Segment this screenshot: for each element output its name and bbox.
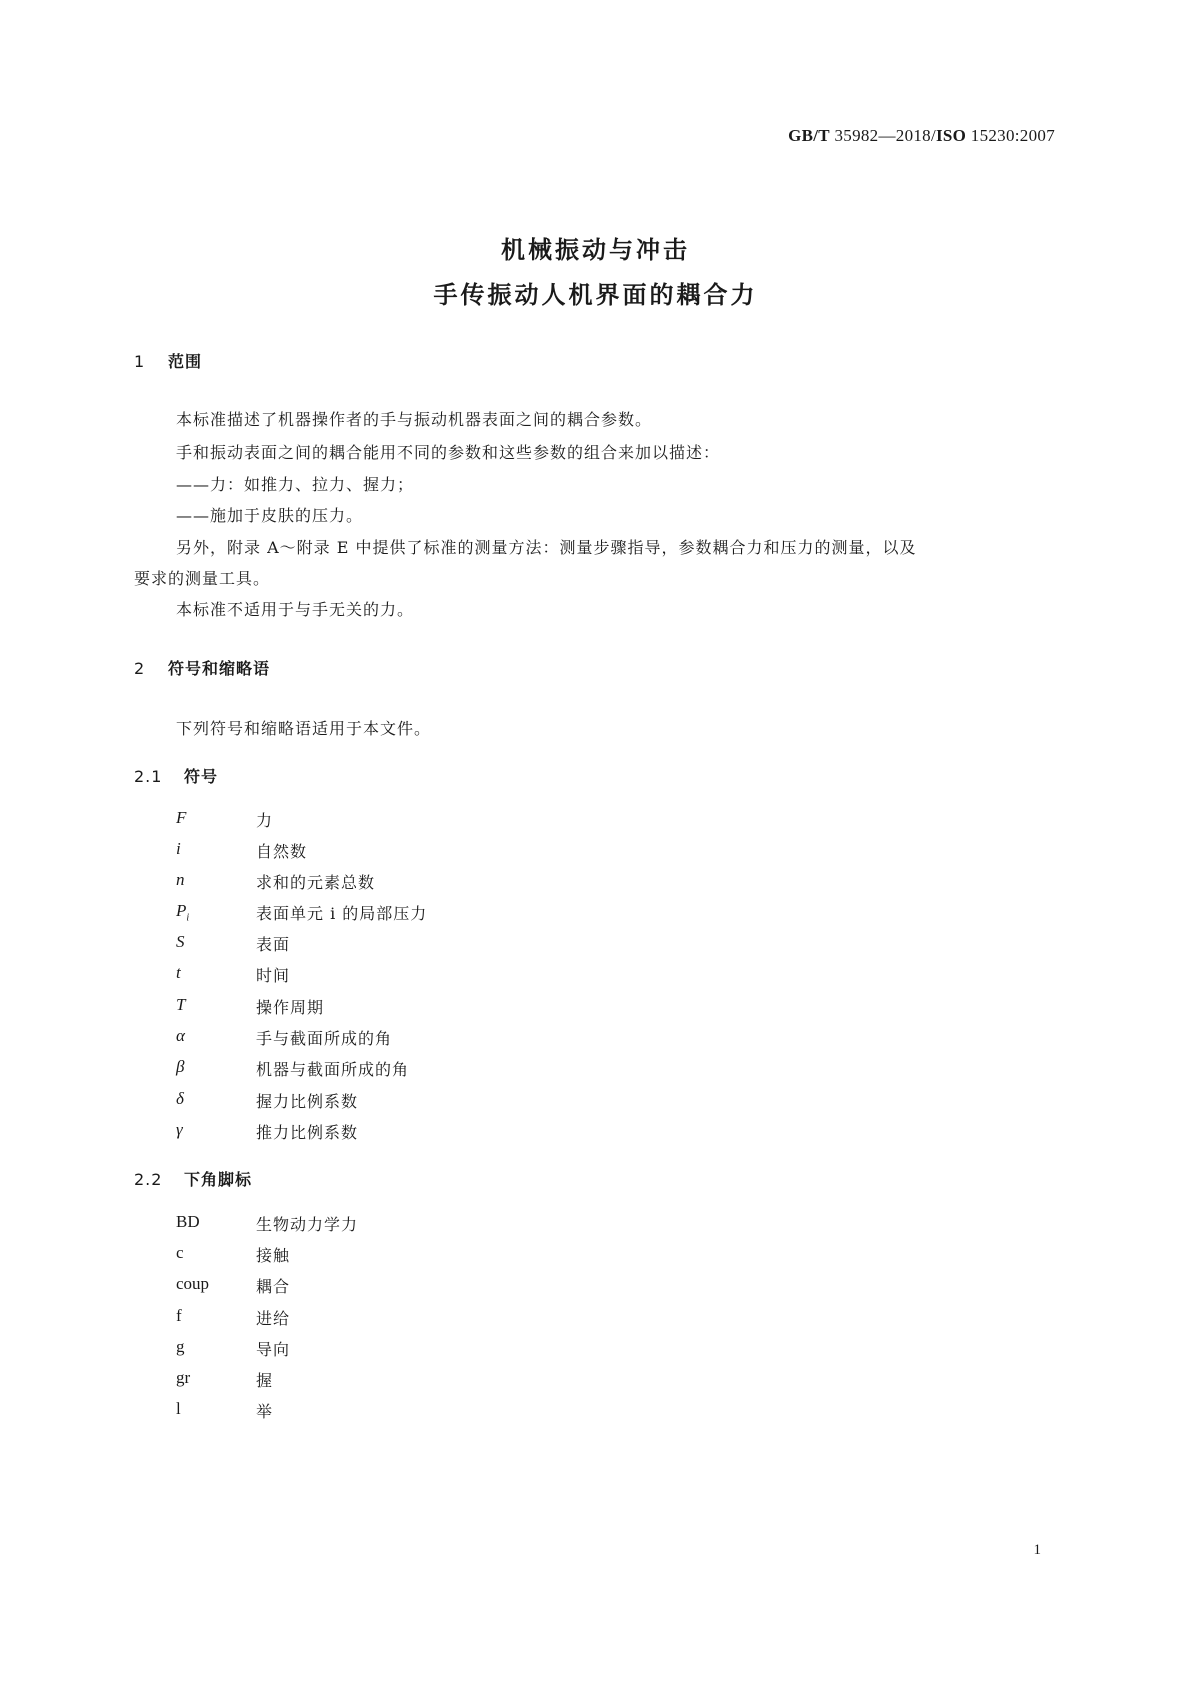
- subscript: g: [176, 1337, 185, 1356]
- subscript-description: 接触: [256, 1246, 291, 1265]
- symbol: T: [176, 995, 186, 1014]
- symbol-description: 力: [256, 811, 274, 830]
- subscript-description: 举: [256, 1402, 274, 1421]
- subscript-description: 生物动力学力: [256, 1215, 359, 1234]
- symbol: S: [176, 932, 185, 951]
- subsection-heading-symbols: [134, 764, 218, 787]
- subsection-number: 2.2: [134, 1170, 163, 1189]
- section-title: 符号和缩略语: [168, 659, 271, 678]
- symbol-description: 机器与截面所成的角: [256, 1060, 410, 1079]
- symbol: n: [176, 870, 185, 889]
- subscript-description: 握: [256, 1371, 274, 1390]
- subscript: c: [176, 1243, 184, 1262]
- subscript: l: [176, 1399, 181, 1418]
- subsection-number: 2.1: [134, 767, 163, 786]
- paragraph-continuation: 要求的测量工具。: [134, 569, 271, 588]
- page-number: 1: [1033, 1542, 1041, 1558]
- symbol-description: 表面: [256, 935, 291, 954]
- symbol-base: P: [176, 901, 187, 920]
- symbol: i: [176, 839, 181, 858]
- section-number: 1: [134, 352, 146, 371]
- subscript: BD: [176, 1212, 200, 1231]
- symbol: [176, 901, 189, 923]
- paragraph: 下列符号和缩略语适用于本文件。: [176, 719, 432, 738]
- subscript: coup: [176, 1274, 210, 1293]
- iso-number: 15230:2007: [966, 126, 1055, 145]
- subscript-description: 导向: [256, 1340, 291, 1359]
- standard-number: 35982—2018/: [829, 126, 937, 145]
- subsection-title: 下角脚标: [184, 1170, 253, 1189]
- list-item: ——施加于皮肤的压力。: [176, 506, 364, 525]
- symbol-description: 表面单元 i 的局部压力: [256, 904, 428, 923]
- symbol: δ: [176, 1089, 184, 1108]
- subscript: f: [176, 1306, 182, 1325]
- paragraph: 手和振动表面之间的耦合能用不同的参数和这些参数的组合来加以描述：: [176, 443, 721, 462]
- symbol-description: 握力比例系数: [256, 1092, 359, 1111]
- paragraph: 另外，附录 A～附录 E 中提供了标准的测量方法：测量步骤指导，参数耦合力和压力的测量，以及: [176, 538, 917, 557]
- symbol: γ: [176, 1120, 183, 1139]
- symbol: β: [176, 1057, 185, 1076]
- iso-prefix: ISO: [936, 126, 967, 145]
- section-heading-scope: [134, 349, 202, 372]
- subscript-description: 耦合: [256, 1277, 291, 1296]
- document-title-line1: 机械振动与冲击: [501, 236, 690, 264]
- standard-prefix: GB/T: [788, 126, 830, 145]
- symbol: t: [176, 963, 181, 982]
- list-item: ——力：如推力、拉力、握力；: [176, 475, 415, 494]
- section-number: 2: [134, 659, 146, 678]
- symbol: α: [176, 1026, 185, 1045]
- symbol: F: [176, 808, 187, 827]
- subscript: gr: [176, 1368, 191, 1387]
- paragraph: 本标准描述了机器操作者的手与振动机器表面之间的耦合参数。: [176, 410, 653, 429]
- symbol-description: 手与截面所成的角: [256, 1029, 393, 1048]
- symbol-description: 时间: [256, 966, 291, 985]
- symbol-description: 推力比例系数: [256, 1123, 359, 1142]
- section-heading-symbols: [134, 656, 270, 679]
- document-title-line2: 手传振动人机界面的耦合力: [433, 281, 758, 309]
- subsection-title: 符号: [184, 767, 219, 786]
- standard-code: [788, 126, 1055, 146]
- subsection-heading-subscripts: [134, 1167, 252, 1190]
- symbol-subscript: i: [186, 912, 190, 924]
- symbol-description: 操作周期: [256, 998, 325, 1017]
- symbol-description: 自然数: [256, 842, 308, 861]
- section-title: 范围: [168, 352, 203, 371]
- paragraph: 本标准不适用于与手无关的力。: [176, 600, 415, 619]
- subscript-description: 进给: [256, 1309, 291, 1328]
- symbol-description: 求和的元素总数: [256, 873, 376, 892]
